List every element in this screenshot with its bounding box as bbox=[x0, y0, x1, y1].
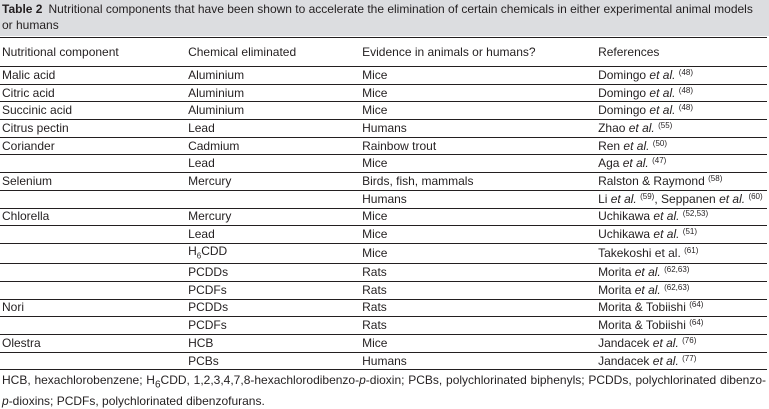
cell-evidence: Birds, fish, mammals bbox=[360, 173, 596, 191]
ref-citation: (48) bbox=[678, 67, 694, 77]
cell-evidence: Humans bbox=[360, 352, 596, 370]
cell-chemical: Cadmium bbox=[186, 137, 360, 155]
cell-chemical: Mercury bbox=[186, 208, 360, 226]
footnote-part: -dioxins; PCDFs, polychlorinated dibenzofurans. bbox=[8, 394, 265, 409]
cell-references bbox=[596, 226, 767, 244]
cell-references bbox=[596, 299, 767, 317]
cell-references bbox=[596, 190, 767, 208]
caption-text: Nutritional components that have been shown to accelerate the elimination of certain chemicals in either experimental animal models or humans bbox=[2, 2, 753, 32]
ref-citation: (62,63) bbox=[664, 282, 690, 292]
table-row bbox=[0, 155, 767, 173]
cell-evidence: Mice bbox=[360, 67, 596, 85]
cell-references bbox=[596, 155, 767, 173]
ref-author: Takekoshi bbox=[598, 246, 655, 261]
table-row bbox=[0, 299, 767, 317]
cell-component: Succinic acid bbox=[0, 102, 186, 120]
ref-etal: et al. bbox=[634, 265, 661, 280]
cell-component bbox=[0, 243, 186, 263]
header-row bbox=[0, 38, 767, 67]
ref-etal: et al. bbox=[653, 209, 680, 224]
cell-references bbox=[596, 84, 767, 102]
table-row bbox=[0, 102, 767, 120]
cell-evidence: Mice bbox=[360, 208, 596, 226]
header-evidence: Evidence in animals or humans? bbox=[360, 38, 596, 67]
ref-author: Li bbox=[598, 191, 611, 206]
ref-citation: (59) bbox=[640, 191, 655, 201]
cell-references bbox=[596, 137, 767, 155]
ref-etal: et al. bbox=[634, 282, 661, 297]
ref-author: Domingo bbox=[598, 67, 650, 82]
ref-etal: et al. bbox=[719, 191, 746, 206]
cell-component bbox=[0, 317, 186, 335]
footnote-italic: p bbox=[359, 373, 366, 387]
cell-evidence: Rats bbox=[360, 281, 596, 299]
cell-chemical: $H_6CDD$ bbox=[186, 243, 360, 263]
ref-etal: et al. bbox=[652, 335, 679, 350]
ref-etal: et al. bbox=[653, 227, 680, 242]
cell-references bbox=[596, 243, 767, 263]
header-chemical: Chemical eliminated bbox=[186, 38, 360, 67]
cell-evidence: Mice bbox=[360, 155, 596, 173]
footnote-part: HCB, hexachlorobenzene; H bbox=[2, 373, 155, 387]
ref-citation: (50) bbox=[652, 138, 668, 148]
cell-references bbox=[596, 67, 767, 85]
ref-author: , Seppanen bbox=[654, 191, 720, 206]
cell-references bbox=[596, 208, 767, 226]
cell-references bbox=[596, 173, 767, 191]
cell-chemical: Aluminium bbox=[186, 84, 360, 102]
cell-component: Malic acid bbox=[0, 67, 186, 85]
cell-chemical: PCDFs bbox=[186, 317, 360, 335]
cell-chemical: PCDDs bbox=[186, 264, 360, 282]
ref-citation: (52,53) bbox=[682, 209, 709, 219]
ref-author: Uchikawa bbox=[598, 227, 654, 242]
header-component: Nutritional component bbox=[0, 38, 186, 67]
cell-references bbox=[596, 335, 767, 353]
cell-component: Coriander bbox=[0, 137, 186, 155]
ref-citation: (48) bbox=[678, 85, 694, 95]
nutrition-table bbox=[0, 37, 767, 370]
cell-evidence: Mice bbox=[360, 243, 596, 263]
ref-author: Aga bbox=[598, 156, 623, 171]
cell-component bbox=[0, 226, 186, 244]
table-row bbox=[0, 173, 767, 191]
ref-citation: (64) bbox=[689, 318, 704, 328]
footnote-part: -dioxin; PCBs, polychlorinated biphenyls; PCDDs, polychlorinated dibenzo- bbox=[365, 373, 766, 387]
ref-citation: (62,63) bbox=[664, 265, 690, 275]
ref-citation: (76) bbox=[682, 335, 697, 345]
cell-component bbox=[0, 264, 186, 282]
cell-chemical: Mercury bbox=[186, 173, 360, 191]
cell-references bbox=[596, 352, 767, 370]
ref-etal: et al. bbox=[623, 138, 650, 153]
cell-component bbox=[0, 352, 186, 370]
cell-evidence: Humans bbox=[360, 120, 596, 138]
cell-component: Olestra bbox=[0, 335, 186, 353]
cell-chemical: PCDFs bbox=[186, 281, 360, 299]
cell-chemical: HCB bbox=[186, 335, 360, 353]
cell-references bbox=[596, 281, 767, 299]
footnote-italic: p bbox=[2, 394, 9, 409]
table-row bbox=[0, 190, 767, 208]
ref-etal: et al. bbox=[649, 103, 676, 118]
ref-author: Zhao bbox=[598, 120, 629, 135]
cell-evidence: Rats bbox=[360, 264, 596, 282]
cell-evidence: Rats bbox=[360, 299, 596, 317]
ref-author: Domingo bbox=[598, 103, 650, 118]
footnote-part: CDD, 1,2,3,4,7,8-hexachlorodibenzo- bbox=[160, 373, 360, 387]
ref-etal: et al. bbox=[649, 67, 676, 82]
cell-references bbox=[596, 102, 767, 120]
table-row bbox=[0, 264, 767, 282]
cell-references bbox=[596, 120, 767, 138]
cell-component bbox=[0, 190, 186, 208]
cell-chemical: Lead bbox=[186, 155, 360, 173]
cell-references bbox=[596, 317, 767, 335]
ref-citation: (51) bbox=[682, 227, 698, 237]
cell-chemical: Lead bbox=[186, 120, 360, 138]
cell-component bbox=[0, 281, 186, 299]
cell-component: Selenium bbox=[0, 173, 186, 191]
ref-author: Ralston & Raymond bbox=[598, 173, 709, 188]
ref-citation: (47) bbox=[652, 156, 667, 166]
ref-author: Jandacek bbox=[598, 353, 653, 368]
cell-evidence: Humans bbox=[360, 190, 596, 208]
table-body bbox=[0, 67, 767, 370]
cell-evidence: Rats bbox=[360, 317, 596, 335]
ref-etal: et al. bbox=[628, 120, 655, 135]
header-references: References bbox=[596, 38, 767, 67]
cell-chemical bbox=[186, 190, 360, 208]
table-row bbox=[0, 335, 767, 353]
cell-evidence: Mice bbox=[360, 84, 596, 102]
ref-author: Morita bbox=[598, 265, 635, 280]
cell-evidence: Mice bbox=[360, 335, 596, 353]
table-caption bbox=[2, 1, 764, 33]
ref-author: Morita & Tobiishi bbox=[598, 318, 690, 333]
cell-evidence: Mice bbox=[360, 226, 596, 244]
ref-citation: (60) bbox=[748, 191, 763, 201]
cell-chemical: Aluminium bbox=[186, 102, 360, 120]
caption-label: Table 2 bbox=[2, 2, 43, 16]
table-row bbox=[0, 243, 767, 263]
ref-author: Uchikawa bbox=[598, 209, 654, 224]
ref-etal-plain: et al. bbox=[654, 246, 681, 261]
ref-citation: (64) bbox=[689, 300, 704, 310]
ref-citation: (58) bbox=[708, 173, 723, 183]
ref-author: Jandacek bbox=[598, 335, 653, 350]
cell-component: Citrus pectin bbox=[0, 120, 186, 138]
ref-author: Ren bbox=[598, 138, 624, 153]
table-row bbox=[0, 352, 767, 370]
cell-chemical: Aluminium bbox=[186, 67, 360, 85]
table-row bbox=[0, 281, 767, 299]
cell-component: Citric acid bbox=[0, 84, 186, 102]
table-row bbox=[0, 317, 767, 335]
cell-component: Nori bbox=[0, 299, 186, 317]
table-row bbox=[0, 120, 767, 138]
table-row bbox=[0, 226, 767, 244]
ref-author: Morita & Tobiishi bbox=[598, 300, 690, 315]
cell-evidence: Rainbow trout bbox=[360, 137, 596, 155]
ref-etal: et al. bbox=[622, 156, 649, 171]
ref-citation: (55) bbox=[658, 120, 673, 130]
cell-chemical: PCBs bbox=[186, 352, 360, 370]
ref-etal: et al. bbox=[652, 353, 679, 368]
ref-author: Morita bbox=[598, 282, 635, 297]
footnote-sub: 6 bbox=[154, 379, 161, 391]
ref-etal: et al. bbox=[610, 191, 637, 206]
table-row bbox=[0, 84, 767, 102]
cell-chemical: Lead bbox=[186, 226, 360, 244]
table-row bbox=[0, 67, 767, 85]
table-row bbox=[0, 137, 767, 155]
ref-citation: (48) bbox=[678, 103, 694, 113]
ref-citation: (61) bbox=[684, 246, 699, 256]
table-footnote bbox=[2, 372, 766, 409]
cell-references bbox=[596, 264, 767, 282]
cell-chemical: PCDDs bbox=[186, 299, 360, 317]
ref-etal: et al. bbox=[649, 85, 676, 100]
ref-citation: (77) bbox=[682, 353, 697, 363]
cell-evidence: Mice bbox=[360, 102, 596, 120]
cell-component bbox=[0, 155, 186, 173]
ref-author: Domingo bbox=[598, 85, 650, 100]
cell-component: Chlorella bbox=[0, 208, 186, 226]
table-row bbox=[0, 208, 767, 226]
